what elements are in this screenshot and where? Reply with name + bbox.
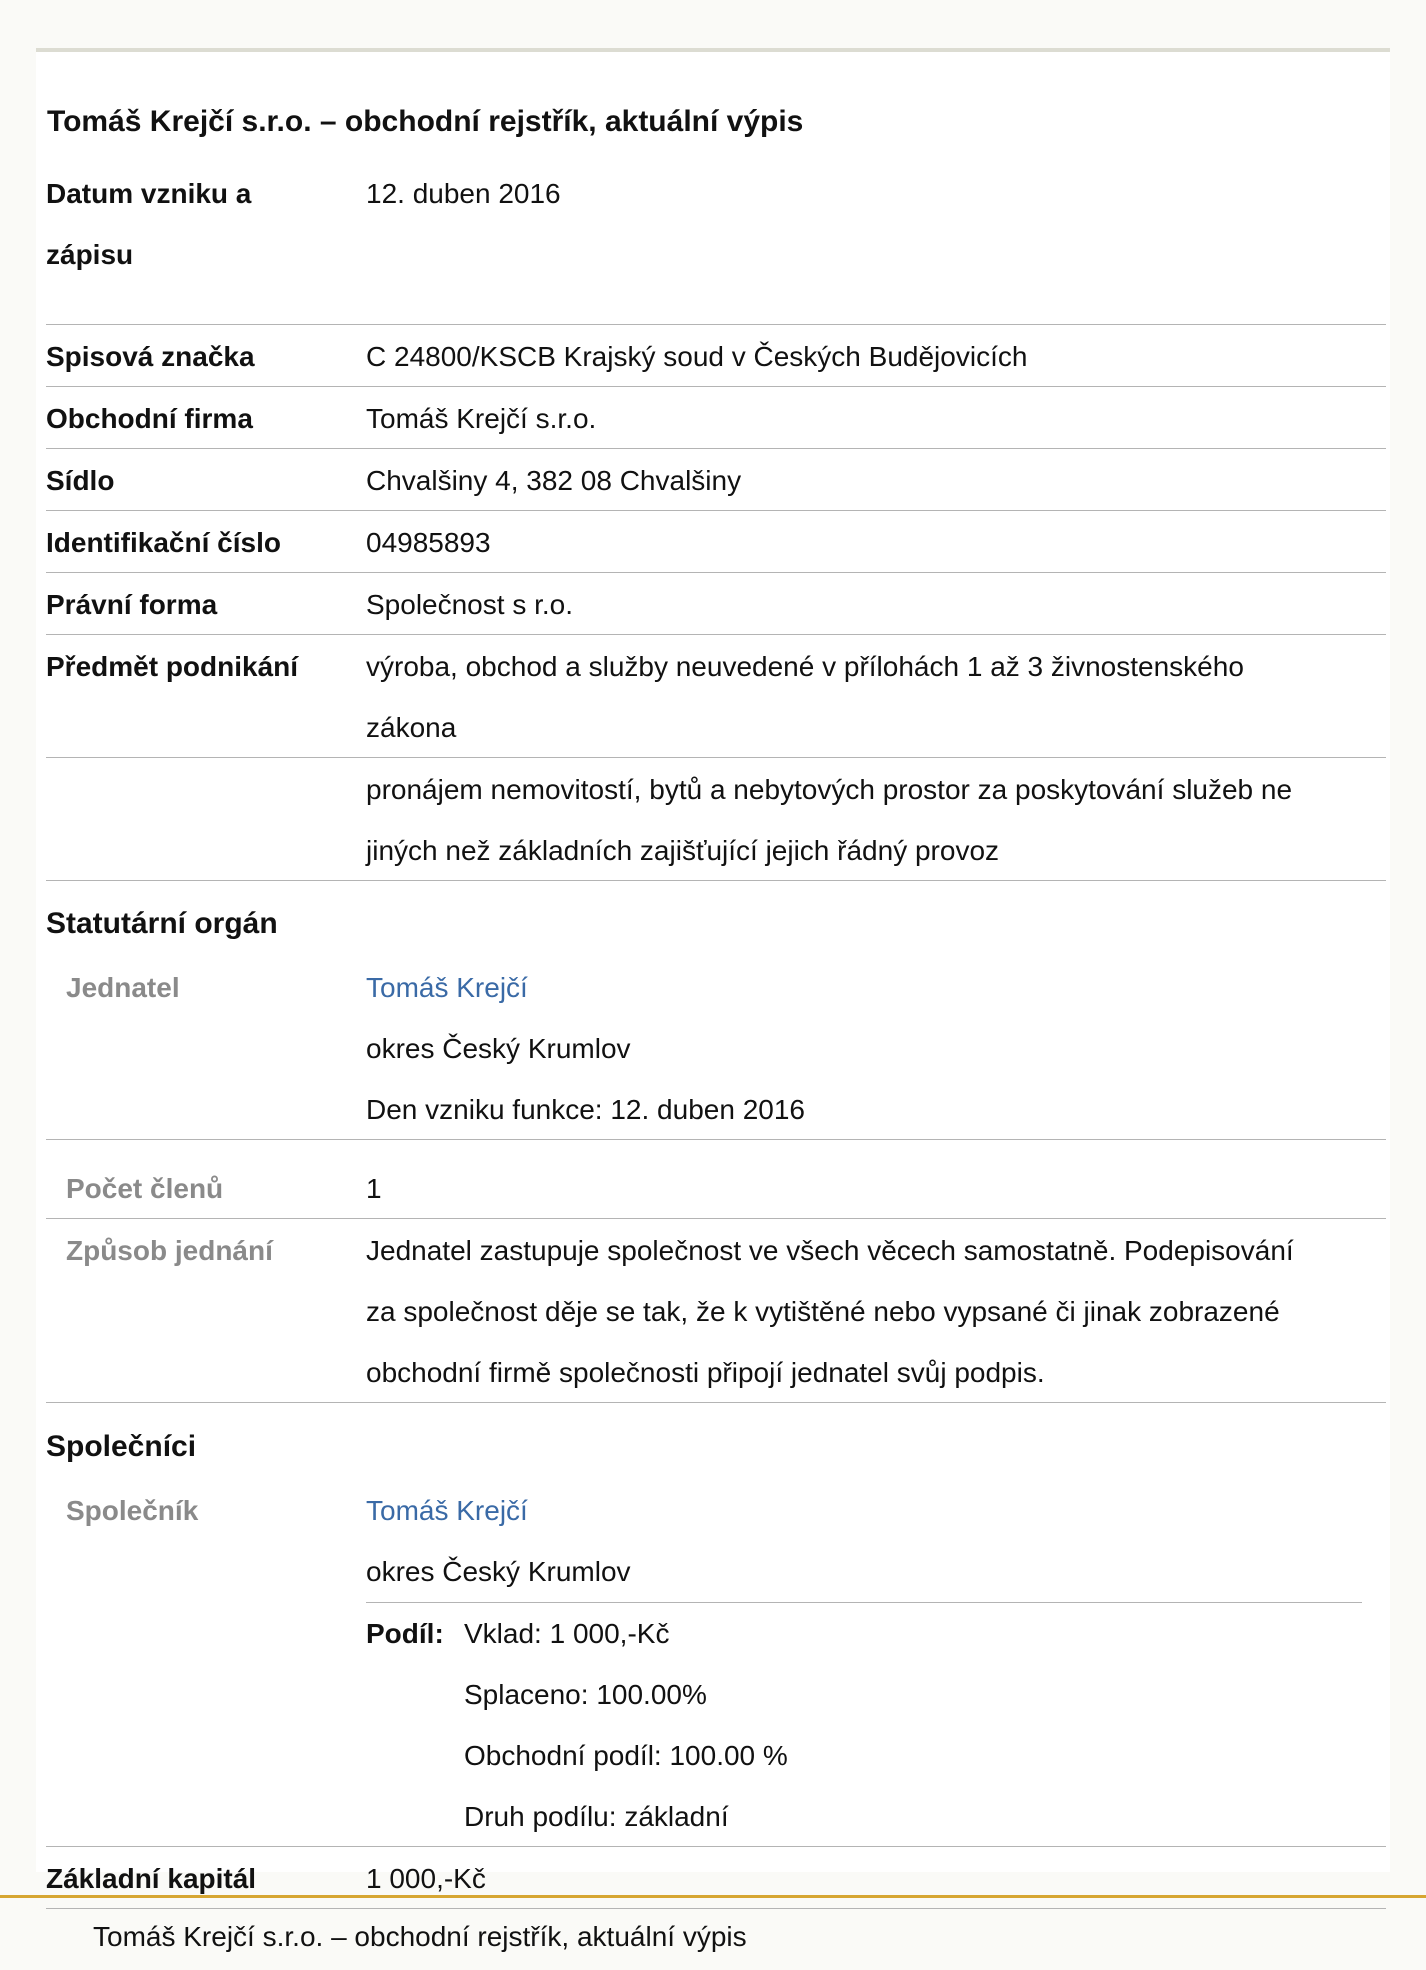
section-spolecnici: Společníci <box>46 1430 197 1463</box>
jednatel-den-vzniku: Den vzniku funkce: 12. duben 2016 <box>366 1094 805 1125</box>
value-pravni-forma <box>366 574 1386 635</box>
label-datum-line-1: Datum vzniku a <box>46 178 252 209</box>
spolecnik-name-link[interactable]: Tomáš Krejčí <box>366 1495 528 1526</box>
row-identifikacni-cislo <box>46 512 1386 573</box>
predmet-item-1-line-1: výroba, obchod a služby neuvedené v přílohách 1 až 3 živnostenského <box>366 651 1244 682</box>
label-predmet-podnikani: Předmět podnikání <box>46 651 299 682</box>
row-pravni-forma <box>46 574 1386 635</box>
podil-splaceno: Splaceno: 100.00% <box>464 1679 707 1710</box>
label-obchodni-firma: Obchodní firma <box>46 403 253 434</box>
row-pocet-clenu <box>46 1158 1386 1219</box>
value-zakladni-kapital <box>366 1848 1386 1909</box>
podil-druh: Druh podílu: základní <box>464 1801 729 1832</box>
footer-caption: Tomáš Krejčí s.r.o. – obchodní rejstřík, aktuální výpis <box>93 1921 747 1952</box>
register-extract-card <box>36 48 1390 1894</box>
pocet-clenu-text: 1 <box>366 1173 382 1204</box>
value-predmet-item-1 <box>366 636 1386 758</box>
row-obchodni-firma <box>46 388 1386 449</box>
row-zpusob-jednani <box>46 1220 1386 1403</box>
row-predmet-podnikani-2 <box>46 759 1386 881</box>
footer-divider <box>0 1895 1426 1898</box>
zpusob-jednani-line-2: za společnost děje se tak, že k vytištěné nebo vypsané či jinak zobrazené <box>366 1296 1280 1327</box>
predmet-item-1-line-2: zákona <box>366 712 457 743</box>
value-zpusob-jednani <box>366 1220 1386 1403</box>
value-sidlo <box>366 450 1386 511</box>
value-obchodni-firma <box>366 388 1386 449</box>
jednatel-name-link[interactable]: Tomáš Krejčí <box>366 972 528 1003</box>
value-pocet-clenu <box>366 1158 1386 1219</box>
row-spolecnik <box>46 1480 1386 1847</box>
label-zakladni-kapital: Základní kapitál <box>46 1863 257 1894</box>
section-statutarni-organ: Statutární orgán <box>46 907 278 940</box>
label-spolecnik: Společník <box>66 1495 199 1526</box>
value-predmet-item-2 <box>366 759 1386 881</box>
label-pocet-clenu: Počet členů <box>66 1173 224 1204</box>
predmet-item-2-line-1: pronájem nemovitostí, bytů a nebytových prostor za poskytování služeb ne <box>366 774 1293 805</box>
zakladni-kapital-text: 1 000,-Kč <box>366 1863 486 1894</box>
value-sidlo-text: Chvalšiny 4, 382 08 Chvalšiny <box>366 465 742 496</box>
jednatel-okres: okres Český Krumlov <box>366 1033 631 1064</box>
podil-vklad: Vklad: 1 000,-Kč <box>464 1618 670 1649</box>
zpusob-jednani-line-1: Jednatel zastupuje společnost ve všech věcech samostatně. Podepisování <box>366 1235 1294 1266</box>
label-spisova-znacka: Spisová značka <box>46 341 255 372</box>
value-datum-text: 12. duben 2016 <box>366 178 561 209</box>
label-pravni-forma: Právní forma <box>46 589 218 620</box>
row-zakladni-kapital <box>46 1848 1386 1909</box>
value-datum-vzniku <box>366 163 1386 224</box>
row-predmet-podnikani <box>46 636 1386 758</box>
label-datum-vzniku <box>46 163 356 285</box>
value-spisova-text: C 24800/KSCB Krajský soud v Českých Budějovicích <box>366 341 1028 372</box>
value-forma-text: Společnost s r.o. <box>366 589 574 620</box>
spolecnik-okres: okres Český Krumlov <box>366 1556 631 1587</box>
zpusob-jednani-line-3: obchodní firmě společnosti připojí jednatel svůj podpis. <box>366 1357 1045 1388</box>
podil-obchodni-podil: Obchodní podíl: 100.00 % <box>464 1740 788 1771</box>
value-spisova-znacka <box>366 326 1386 387</box>
value-spolecnik <box>366 1480 1386 1602</box>
row-datum-vzniku <box>46 163 1386 325</box>
predmet-item-2-line-2: jiných než základních zajišťující jejich řádný provoz <box>366 835 1000 866</box>
value-ico-text: 04985893 <box>366 527 491 558</box>
value-jednatel <box>366 957 1386 1140</box>
value-firma-text: Tomáš Krejčí s.r.o. <box>366 403 597 434</box>
label-jednatel: Jednatel <box>66 972 180 1003</box>
row-jednatel <box>46 957 1386 1140</box>
page-title: Tomáš Krejčí s.r.o. – obchodní rejstřík, aktuální výpis <box>47 105 804 138</box>
podil-label: Podíl: <box>366 1618 444 1649</box>
label-identifikacni-cislo: Identifikační číslo <box>46 527 281 558</box>
label-zpusob-jednani: Způsob jednání <box>66 1235 273 1266</box>
label-datum-line-2: zápisu <box>46 239 134 270</box>
podil-values <box>464 1603 788 1847</box>
label-sidlo: Sídlo <box>46 465 115 496</box>
row-spisova-znacka <box>46 326 1386 387</box>
value-identifikacni-cislo <box>366 512 1386 573</box>
row-sidlo <box>46 450 1386 511</box>
